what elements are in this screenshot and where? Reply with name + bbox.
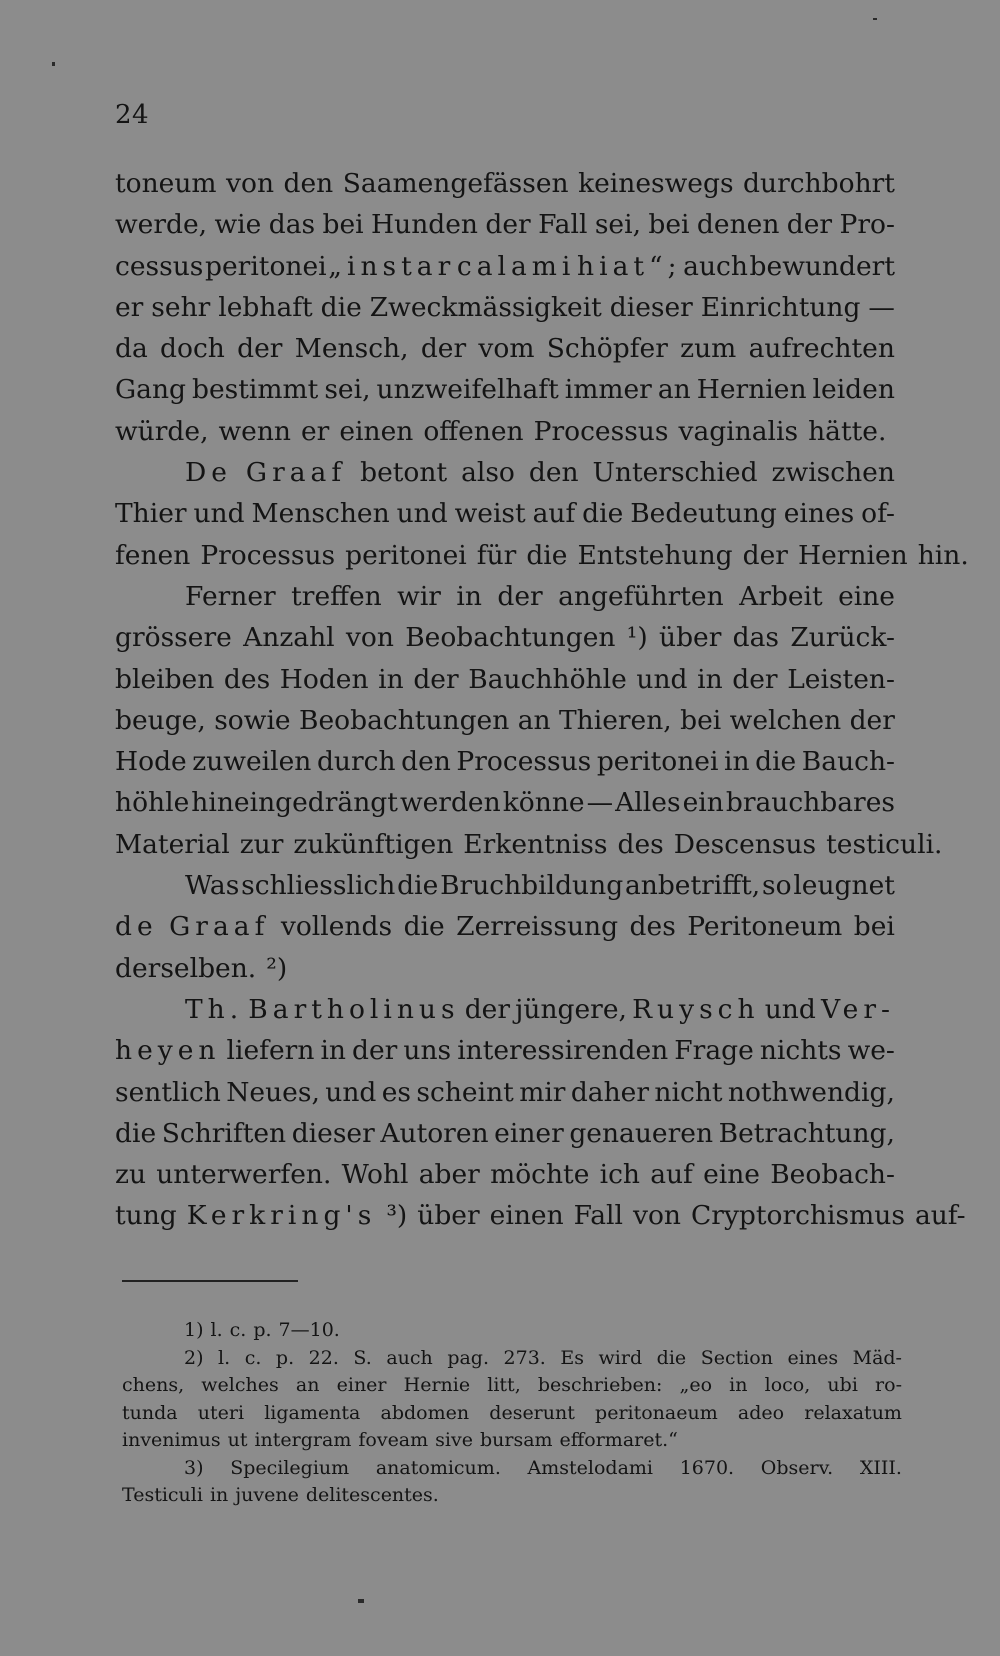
text-line: höhle hineingedrängt werden könne — Alles ein brauchbares (115, 787, 895, 819)
text-line: Was schliesslich die Bruchbildung anbetrifft, so leugnet (185, 870, 895, 902)
footnote-line: 1) l. c. p. 7—10. (184, 1319, 340, 1341)
text-line: Hode zuweilen durch den Processus peritonei in die Bauch- (115, 746, 895, 778)
text-line: derselben. ²) (115, 952, 288, 984)
text-line: cessus peritonei „instar calami hiat“; auch bewundert (115, 250, 895, 282)
text-line: grössere Anzahl von Beobachtungen ¹) über das Zurück- (115, 622, 895, 654)
scan-speck (873, 18, 877, 20)
text-line: Material zur zukünftigen Erkentniss des Descensus testiculi. (115, 828, 943, 860)
body-text (115, 163, 969, 1237)
scan-speck (358, 1599, 364, 1603)
text-line: de Graaf vollends die Zerreissung des Peritoneum bei (115, 911, 895, 943)
footnote-line: 2) l. c. p. 22. S. auch pag. 273. Es wird die Section eines Mäd- (184, 1346, 902, 1369)
text-line: er sehr lebhaft die Zweckmässigkeit dieser Einrichtung — (115, 291, 895, 323)
text-line: da doch der Mensch, der vom Schöpfer zum aufrechten (115, 333, 895, 365)
footnote-line: chens, welches an einer Hernie litt, beschrieben: „eo in loco, ubi ro- (122, 1374, 902, 1396)
page-number: 24 (115, 100, 150, 130)
text-line: die Schriften dieser Autoren einer genaueren Betrachtung, (115, 1117, 895, 1149)
footnote-line: Testiculi in juvene delitescentes. (122, 1484, 439, 1506)
text-line: Ferner treffen wir in der angeführten Arbeit eine (185, 580, 895, 612)
text-line: beuge, sowie Beobachtungen an Thieren, bei welchen der (115, 704, 895, 736)
text-line: würde, wenn er einen offenen Processus vaginalis hätte. (115, 415, 887, 447)
scan-speck (52, 62, 55, 66)
text-line: zu unterwerfen. Wohl aber möchte ich auf eine Beobach- (115, 1159, 895, 1191)
text-line: sentlich Neues, und es scheint mir daher nicht nothwendig, (115, 1076, 895, 1108)
text-line: werde, wie das bei Hunden der Fall sei, bei denen der Pro- (115, 209, 895, 241)
text-line: tung Kerkring's ³) über einen Fall von Cryptorchismus auf- (115, 1200, 966, 1232)
text-line: De Graaf betont also den Unterschied zwischen (185, 457, 895, 489)
footnote-line: tunda uteri ligamenta abdomen deserunt peritonaeum adeo relaxatum (122, 1401, 902, 1424)
footnote-line: invenimus ut intergram foveam sive bursam efformaret.“ (122, 1429, 678, 1451)
text-line: heyen liefern in der uns interessirenden Frage nichts we- (115, 1035, 895, 1067)
footnotes (122, 1317, 902, 1510)
text-line: Th. Bartholinus der jüngere, Ruysch und Ver- (185, 993, 895, 1025)
footnote-line: 3) Specilegium anatomicum. Amstelodami 1670. Observ. XIII. (184, 1456, 902, 1479)
text-line: Thier und Menschen und weist auf die Bedeutung eines of- (115, 498, 895, 530)
text-line: toneum von den Saamengefässen keineswegs durchbohrt (115, 168, 895, 199)
footnote-separator (122, 1280, 298, 1282)
text-line: fenen Processus peritonei für die Entstehung der Hernien hin. (115, 539, 969, 571)
text-line: bleiben des Hoden in der Bauchhöhle und in der Leisten- (115, 663, 895, 695)
text-line: Gang bestimmt sei, unzweifelhaft immer an Hernien leiden (115, 374, 895, 406)
